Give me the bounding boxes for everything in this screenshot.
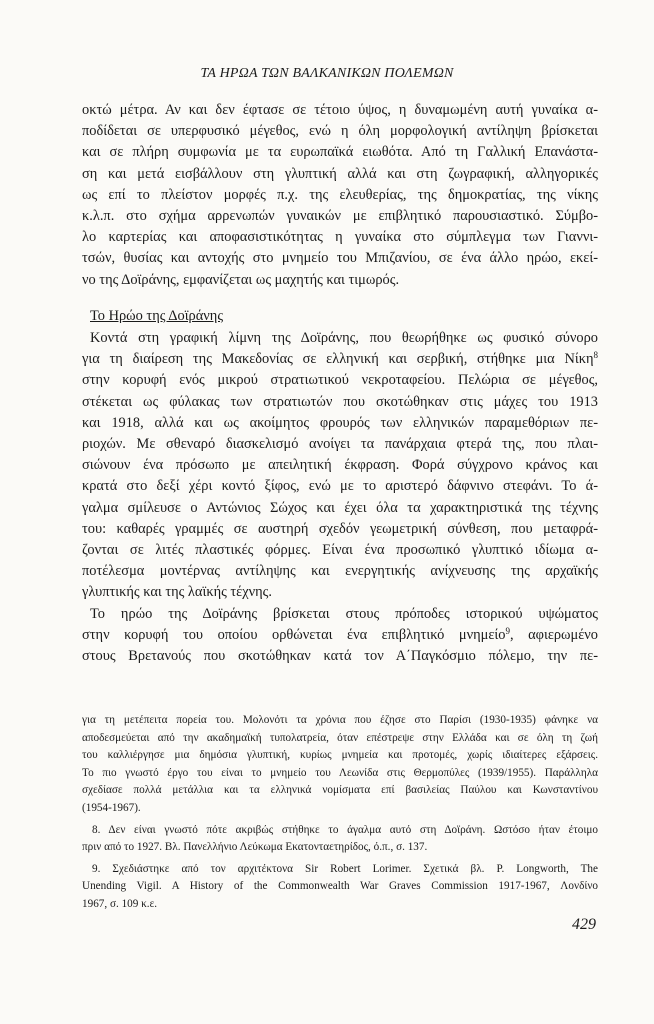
footnote-line: πριν από το 1927. Βλ. Πανελλήνιο Λεύκωμα Εκατονταετηρίδος, ό.π., σ. 137.	[82, 841, 428, 854]
paragraph-3	[82, 604, 598, 668]
text-line: κρατά στο δεξί χέρι κοντό ξίφος, ενώ με το αριστερό δάφνινο στεφάνι. Το ά-	[82, 478, 598, 495]
text-line: τσών, θυσίας και αντοχής στο μνημείο του Μπιζανίου, σε ένα άλλο ηρώο, εκεί-	[82, 250, 598, 267]
text-line: και 1918, αλλά και ως ακοίμητος φρουρός των ελληνικών παραμεθόριων πε-	[82, 414, 598, 431]
text-line: στους Βρετανούς που σκοτώθηκαν κατά τον Α΄Παγκόσμιο πόλεμο, την πε-	[82, 648, 598, 665]
footnote-continuation	[82, 712, 598, 818]
text-line: ζονται σε λιτές πλαστικές φόρμες. Είναι ένα προσωπικό γλυπτικό ιδίωμα α-	[82, 542, 598, 559]
footnote-line: σχεδίασε πολλά μετάλλια και τα ελληνικά νομίσματα επί βασιλείας Παύλου και Κωνσταντίνου	[82, 784, 598, 797]
text-line	[82, 625, 598, 646]
main-text	[82, 100, 598, 667]
text-line: γαλμα σμίλευσε ο Αντώνιος Σώχος και έχει όλα τα χαρακτηριστικά της τέχνης	[82, 499, 598, 516]
text-line: ση και μετά εισβάλλουν στη γλυπτική αλλά και στη ζωγραφική, αλληγορικές	[82, 165, 598, 182]
footnote-ref-8[interactable]: 8	[593, 350, 598, 361]
footnotes	[82, 712, 598, 914]
footnote-line: Το πιο γνωστό έργο του είναι το μνημείο του Λεωνίδα στις Θερμοπύλες (1939/1955). Παράλληλα	[82, 766, 598, 779]
text-line: στην κορυφή ενός μικρού στρατιωτικού νεκροταφείου. Πελώρια σε μέγεθος,	[82, 372, 598, 389]
text-line: ως επί το πλείστον μορφές π.χ. της ελευθερίας, της δημοκρατίας, της νίκης	[82, 186, 598, 203]
text-line: νο της Δοϊράνης, εμφανίζεται ως μαχητής και τιμωρός.	[82, 271, 400, 288]
footnote-line: 1967, σ. 109 κ.ε.	[82, 897, 158, 910]
footnote-ref-9[interactable]: 9	[505, 625, 510, 636]
text-line: του: καθαρές γραμμές σε αυστηρή σχεδόν γεωμετρική σύνθεση, που μεταφρά-	[82, 520, 598, 537]
footnote-line: 9. Σχεδιάστηκε από τον αρχιτέκτονα Sir Robert Lorimer. Σχετικά βλ. P. Longworth, The	[92, 862, 598, 875]
text-line: ριοχών. Με σθεναρό διασκελισμό ανοίγει τα πανάρχαια φτερά της, που πλαι-	[82, 436, 598, 453]
footnote-line: Unending Vigil. A History of the Commonwealth War Graves Commission 1917-1967, Λονδίνο	[82, 880, 598, 893]
text-fragment: για τη διαίρεση της Μακεδονίας σε ελληνική και σερβική, στήθηκε μια Νίκη	[82, 351, 594, 368]
text-line: σιώνουν ένα πρόσωπο με απειλητική έκφραση. Φορά σύγχρονο κράνος και	[82, 457, 598, 474]
footnote-line: για τη μετέπειτα πορεία του. Μολονότι τα χρόνια που έζησε στο Παρίσι (1930-1935) φάνηκε να	[82, 714, 598, 726]
paragraph-2	[82, 328, 598, 604]
text-line: και σε πλήρη συμφωνία με τα ευρωπαϊκά ειωθότα. Από τη Γαλλική Επανάστα-	[82, 144, 598, 161]
footnote-9	[82, 861, 598, 914]
text-line	[82, 349, 598, 370]
text-line: οκτώ μέτρα. Αν και δεν έφτασε σε τέτοιο ύψος, η δυναμωμένη αυτή γυναίκα α-	[82, 102, 598, 118]
text-line: λο καρτερίας και αποφασιστικότητας η γυναίκα στο σύμπλεγμα των Γιαννι-	[82, 229, 598, 246]
footnote-line: του καλλιέργησε μια δημόσια γλυπτική, κυρίως μνημεία και προτομές, χωρίς ιδιαίτερες εξάρσεις.	[82, 749, 598, 762]
footnote-line: 8. Δεν είναι γνωστό πότε ακριβώς στήθηκε το άγαλμα αυτό στη Δοϊράνη. Ωστόσο ήταν έτοιμο	[92, 823, 598, 836]
text-line: κ.λ.π. στο σχήμα αρρενωπών γυναικών με επιβλητικό παρουσιαστικό. Σύμβο-	[82, 208, 598, 225]
text-line: στέκεται ως φύλακας των στρατιωτών που σκοτώθηκαν στις μάχες του 1913	[82, 393, 598, 410]
text-line: ποδίδεται σε υπερφυσικό μέγεθος, ενώ η όλη μορφολογική αντίληψη βρίσκεται	[82, 123, 598, 140]
text-fragment: στην κορυφή του οποίου ορθώνεται ένα επιβλητικό μνημείο	[82, 626, 506, 643]
paragraph-1	[82, 100, 598, 291]
text-line: Το ηρώο της Δοϊράνης βρίσκεται στους πρόποδες ιστορικού υψώματος	[90, 605, 598, 622]
footnote-line: αποδεσμεύεται από την ακαδημαϊκή τυπολατρεία, όταν επέστρεψε στην Ελλάδα και σε όλη τη ζωή	[82, 731, 598, 744]
section-heading: Το Ηρώο της Δοϊράνης	[90, 307, 224, 324]
text-line: Κοντά στη γραφική λίμνη της Δοϊράνης, που θεωρήθηκε ως φυσικό σύνορο	[90, 330, 598, 347]
text-line: ποτέλεσμα μοντέρνας αντίληψης και ενεργητικής ανίχνευσης της αρχαϊκής	[82, 563, 598, 580]
running-header: ΤΑ ΗΡΩΑ ΤΩΝ ΒΑΛΚΑΝΙΚΩΝ ΠΟΛΕΜΩΝ	[200, 66, 454, 81]
text-fragment: , αφιερωμένο	[509, 626, 598, 643]
footnote-8	[82, 822, 598, 857]
text-line: γλυπτικής και της λαϊκής τέχνης.	[82, 584, 272, 601]
page-number: 429	[572, 916, 596, 933]
footnote-line: (1954-1967).	[82, 801, 141, 814]
